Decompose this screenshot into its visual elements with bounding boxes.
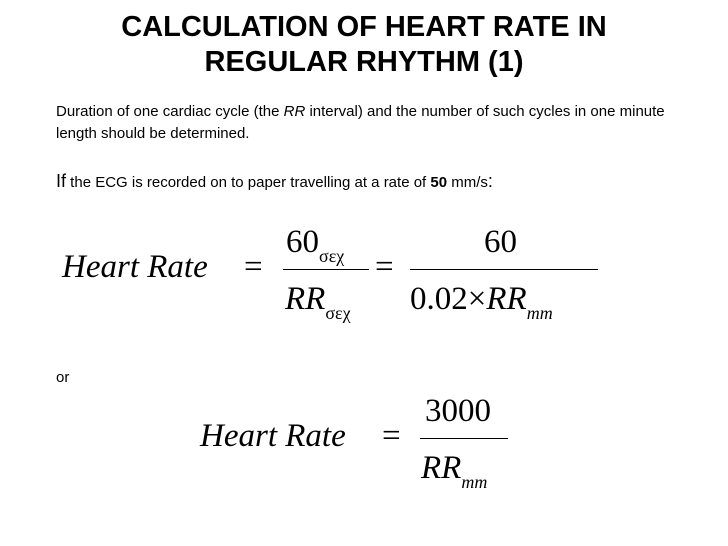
formula1-num1: 60 xyxy=(286,224,319,260)
formula1-den2-sub: mm xyxy=(526,303,553,323)
formula1-den1-sub: σεχ xyxy=(325,303,351,323)
intro-text-1: Duration of one cardiac cycle (the xyxy=(56,103,284,120)
formula2-den-sub: mm xyxy=(461,472,488,492)
formula1-den2-rr: RR xyxy=(486,281,527,317)
formula1-num2: 60 xyxy=(484,224,517,260)
intro-text-2: interval) and the number of such cycles in one minute length should be determined. xyxy=(56,103,665,142)
formula2-fraction-bar xyxy=(420,438,508,439)
condition-if: If xyxy=(56,171,67,191)
formula1-den1: RR xyxy=(285,281,326,317)
title-line-1: CALCULATION OF HEART RATE IN xyxy=(121,11,607,43)
formula2-numerator: 3000 xyxy=(425,393,491,429)
formula2-denominator xyxy=(421,450,488,492)
intro-rr: RR xyxy=(283,103,306,120)
formula1-denominator xyxy=(285,281,351,323)
condition-text: the ECG is recorded on to paper travelling at a rate of xyxy=(66,174,431,191)
formula2-equals: = xyxy=(382,418,401,454)
formula1-denominator-2 xyxy=(410,281,553,323)
condition-unit: mm/s xyxy=(447,174,488,191)
formula1-numerator xyxy=(286,224,345,266)
formula2-lhs: Heart Rate xyxy=(200,418,346,454)
formula1-times: × xyxy=(467,281,487,317)
formula1-equals-2: = xyxy=(375,249,394,285)
formula1-equals: = xyxy=(244,249,263,285)
or-label: or xyxy=(56,369,70,386)
slide-title xyxy=(0,10,728,80)
formula2-den: RR xyxy=(421,450,462,486)
title-line-2: REGULAR RHYTHM (1) xyxy=(204,46,524,78)
formula1-fraction-bar-1 xyxy=(283,269,369,270)
formula1-fraction-bar-2 xyxy=(410,269,598,270)
condition-paragraph xyxy=(56,170,696,194)
formula1-lhs: Heart Rate xyxy=(62,249,208,285)
condition-colon: : xyxy=(487,171,493,191)
formula1-den2-coef: 0.02 xyxy=(410,281,468,317)
condition-speed: 50 xyxy=(430,174,448,191)
intro-paragraph xyxy=(56,101,696,145)
formula1-num1-sub: σεχ xyxy=(319,246,345,266)
